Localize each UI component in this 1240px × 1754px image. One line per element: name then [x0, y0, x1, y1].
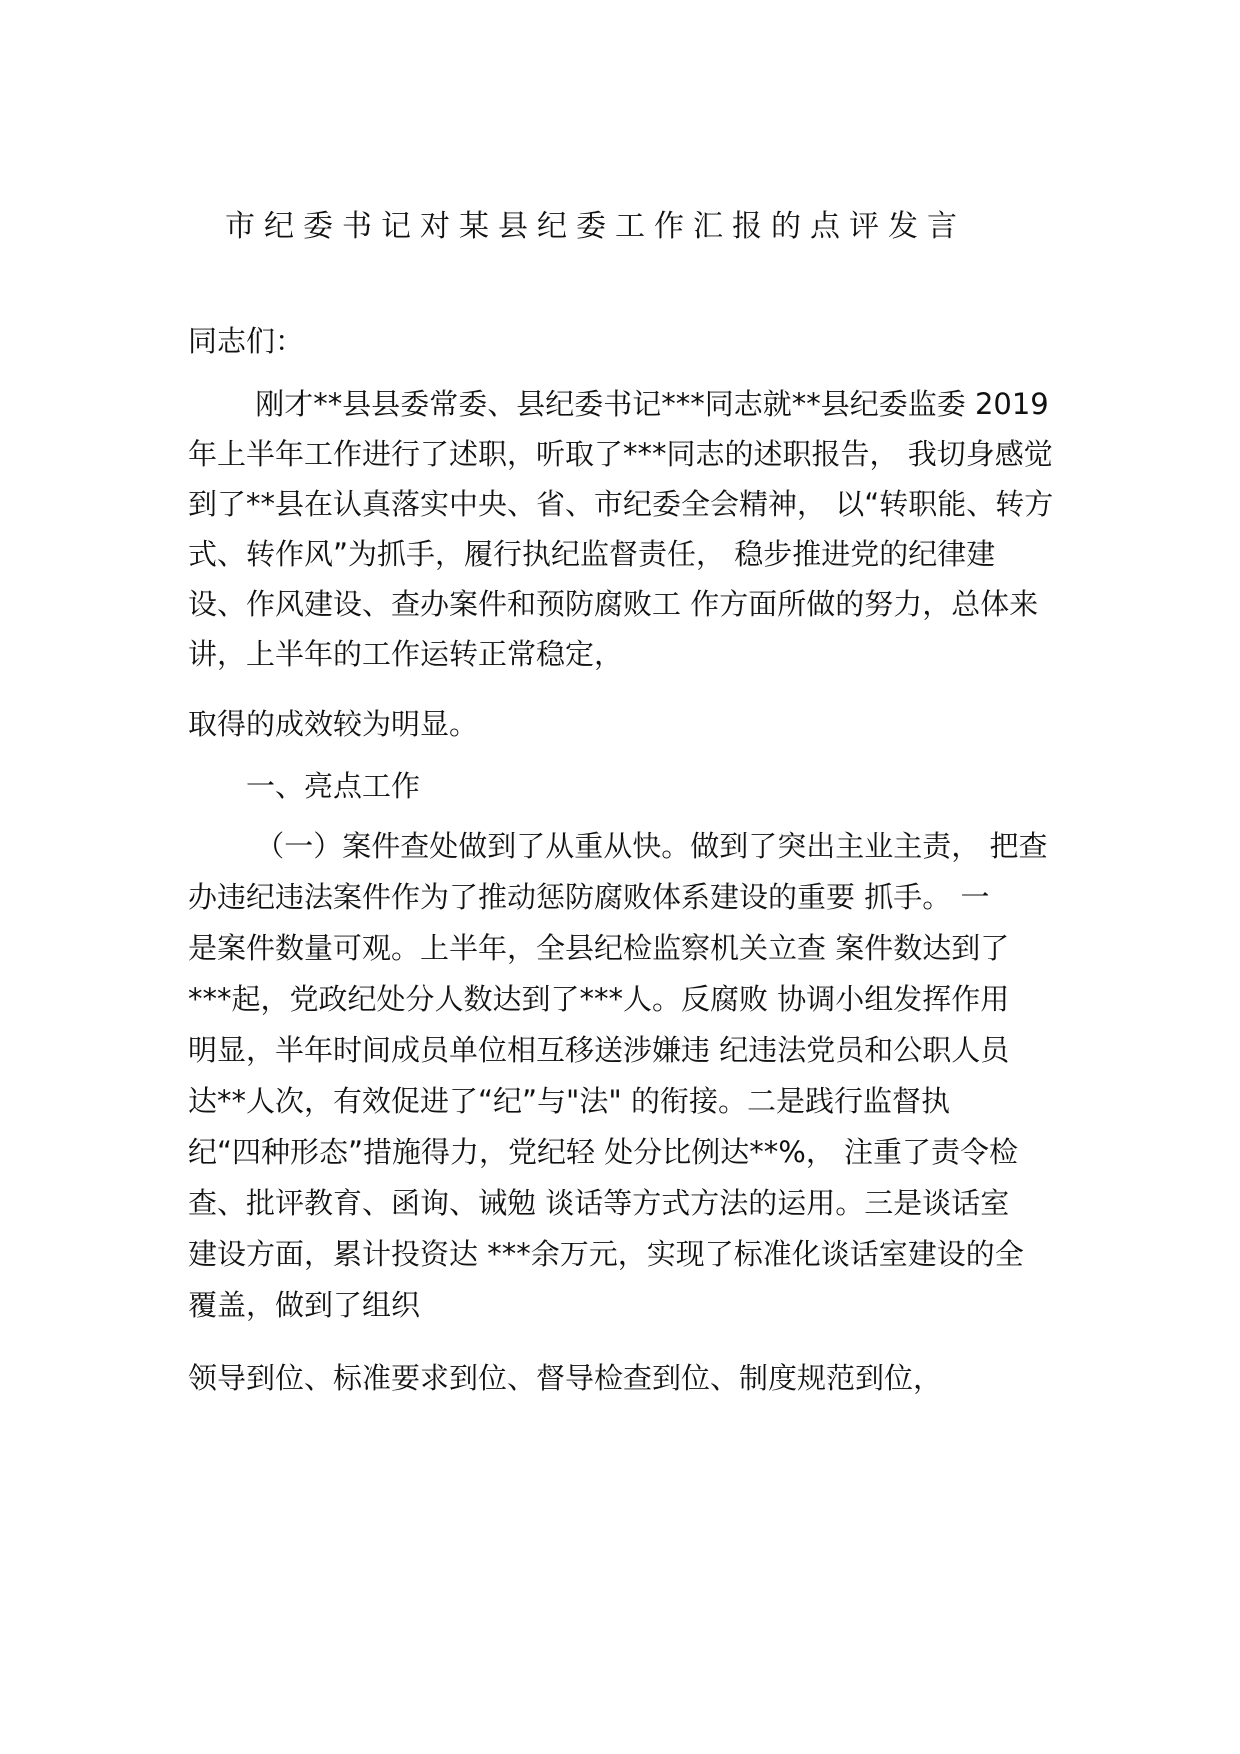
body-line-7: 取得的成效较为明显。	[188, 707, 479, 741]
body-line-9: （一）案件查处做到了从重从快。做到了突出主业主责， 把查	[188, 829, 1048, 863]
body-line-6: 讲，上半年的工作运转正常稳定，	[188, 637, 624, 671]
body-line-5: 设、作风建设、查办案件和预防腐败工 作方面所做的努力，总体来	[188, 587, 1039, 621]
body-line-15: 纪“四种形态”措施得力，党纪轻 处分比例达**%， 注重了责令检	[188, 1135, 1019, 1169]
body-line-12: ***起，党政纪处分人数达到了***人。反腐败 协调小组发挥作用	[188, 982, 1010, 1016]
document-title: 市纪委书记对某县纪委工作汇报的点评发言	[225, 209, 966, 244]
body-line-10: 办违纪违法案件作为了推动惩防腐败体系建设的重要 抓手。 一	[188, 880, 990, 914]
body-line-2: 年上半年工作进行了述职，听取了***同志的述职报告， 我切身感觉	[188, 437, 1053, 471]
body-line-13: 明显，半年时间成员单位相互移送涉嫌违 纪违法党员和公职人员	[188, 1033, 1010, 1067]
body-line-1: 刚才**县县委常委、县纪委书记***同志就**县纪委监委 2019	[188, 387, 1049, 421]
body-line-16: 查、批评教育、函询、诫勉 谈话等方式方法的运用。三是谈话室	[188, 1186, 1010, 1220]
salutation: 同志们：	[188, 324, 305, 358]
body-line-4: 式、转作风”为抓手，履行执纪监督责任， 稳步推进党的纪律建	[188, 537, 996, 571]
section-heading: 一、亮点工作	[188, 769, 421, 803]
body-line-19: 领导到位、标准要求到位、督导检查到位、制度规范到位，	[188, 1361, 943, 1395]
body-line-3: 到了**县在认真落实中央、省、市纪委全会精神， 以“转职能、转方	[188, 487, 1054, 521]
body-line-17: 建设方面，累计投资达 ***余万元，实现了标准化谈话室建设的全	[188, 1237, 1024, 1271]
body-line-14: 达**人次，有效促进了“纪”与"法" 的衔接。二是践行监督执	[188, 1084, 950, 1118]
body-line-18: 覆盖，做到了组织	[188, 1288, 421, 1322]
body-line-11: 是案件数量可观。上半年，全县纪检监察机关立查 案件数达到了	[188, 931, 1010, 965]
